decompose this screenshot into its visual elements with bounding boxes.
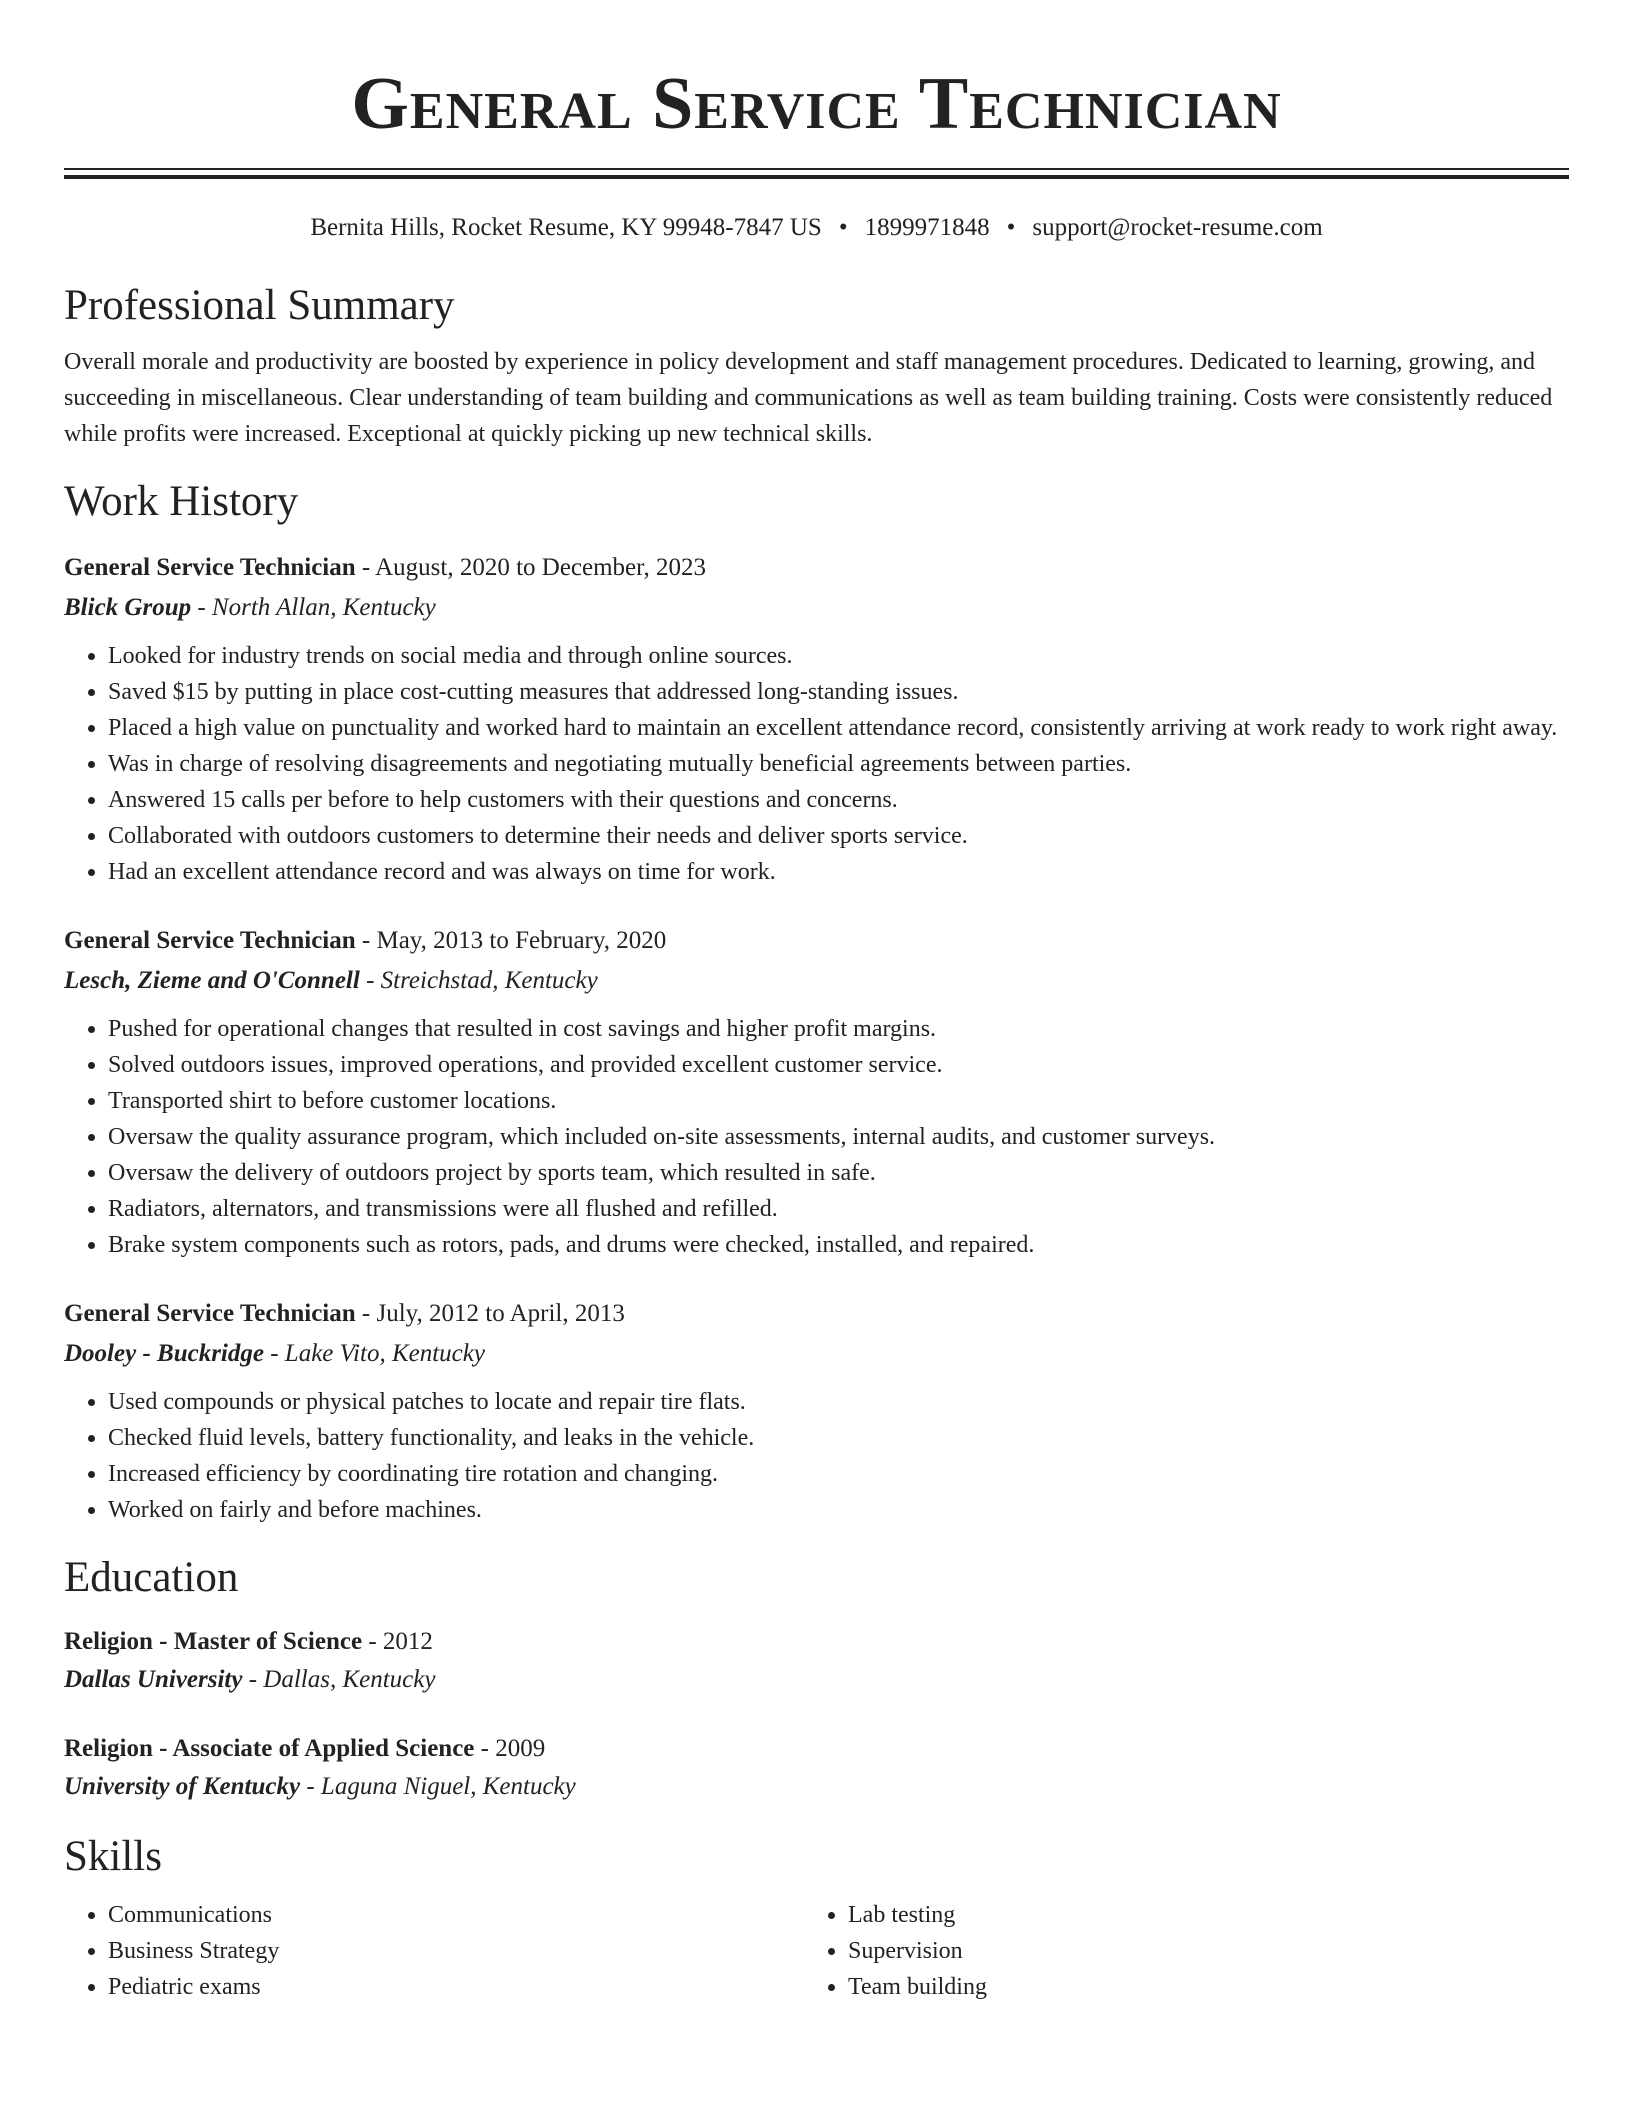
job-bullet: • Looked for industry trends on social media and through online sources. [108, 638, 1569, 674]
resume-page [64, 0, 1569, 2005]
job-bullet: • Was in charge of resolving disagreements and negotiating mutually beneficial agreements between parties. [108, 746, 1569, 782]
job-bullet: • Oversaw the quality assurance program, which included on-site assessments, internal audits, and customer surveys. [108, 1119, 1569, 1155]
education-location: - Laguna Niguel, Kentucky [300, 1773, 576, 1800]
job-bullet: • Increased efficiency by coordinating tire rotation and changing. [108, 1456, 1569, 1492]
skill-item: • Communications [108, 1897, 804, 1933]
education-year: - 2012 [362, 1628, 433, 1655]
job-title-line [64, 1296, 1569, 1332]
job-title: General Service Technician [64, 927, 356, 954]
job-dates: - July, 2012 to April, 2013 [355, 1300, 625, 1327]
job-bullets [64, 638, 1569, 890]
contact-separator: • [838, 214, 848, 241]
job-title-line [64, 923, 1569, 959]
education-degree-line [64, 1624, 1569, 1660]
job-bullet: • Used compounds or physical patches to locate and repair tire flats. [108, 1384, 1569, 1420]
skills-grid [64, 1897, 1569, 2005]
job-bullet: • Checked fluid levels, battery functionality, and leaks in the vehicle. [108, 1420, 1569, 1456]
contact-email[interactable]: support@rocket-resume.com [1032, 214, 1323, 241]
education-school: University of Kentucky [64, 1773, 301, 1800]
job-company-line [64, 590, 1569, 626]
skill-item: • Pediatric exams [108, 1969, 804, 2005]
summary-text: Overall morale and productivity are boosted by experience in policy development and staff management procedures. Dedicated to learning, growing, and succeeding in miscellaneous. Clear understanding of team building and communications as well as team building training. Costs were consistently reduced while profits were increased. Exceptional at quickly picking up new technical skills. [64, 349, 1553, 447]
job-bullets [64, 1384, 1569, 1528]
title-divider-thin [64, 168, 1569, 170]
job-title: General Service Technician [64, 554, 356, 581]
job-company: Blick Group [64, 594, 192, 621]
job-company-line [64, 1336, 1569, 1372]
job-entry [64, 923, 1569, 1263]
section-heading-summary: Professional Summary [64, 282, 455, 329]
education-degree: Religion - Master of Science [64, 1628, 363, 1655]
job-bullet: • Saved $15 by putting in place cost-cutting measures that addressed long-standing issues. [108, 674, 1569, 710]
contact-separator: • [1006, 214, 1016, 241]
job-bullet: • Pushed for operational changes that resulted in cost savings and higher profit margins. [108, 1011, 1569, 1047]
skills-column-right [804, 1897, 1544, 2005]
job-title: General Service Technician [64, 1300, 356, 1327]
education-entry [64, 1624, 1569, 1698]
professional-summary-section [64, 280, 1569, 452]
skill-item: • Lab testing [848, 1897, 1544, 1933]
job-title-line [64, 550, 1569, 586]
job-bullet: • Radiators, alternators, and transmissions were all flushed and refilled. [108, 1191, 1569, 1227]
skill-item: • Team building [848, 1969, 1544, 2005]
job-dates: - August, 2020 to December, 2023 [355, 554, 706, 581]
job-entry [64, 1296, 1569, 1528]
job-bullet: • Transported shirt to before customer locations. [108, 1083, 1569, 1119]
section-heading-education: Education [64, 1554, 239, 1601]
job-bullet: • Collaborated with outdoors customers to determine their needs and deliver sports service. [108, 818, 1569, 854]
job-bullet: • Placed a high value on punctuality and worked hard to maintain an excellent attendance record, consistently arriving at work ready to work right away. [108, 710, 1569, 746]
contact-phone: 1899971848 [864, 214, 990, 241]
education-degree: Religion - Associate of Applied Science [64, 1735, 475, 1762]
skill-item: • Supervision [848, 1933, 1544, 1969]
skills-column-left [64, 1897, 804, 2005]
section-heading-work: Work History [64, 478, 299, 525]
job-bullet: • Brake system components such as rotors, pads, and drums were checked, installed, and repaired. [108, 1227, 1569, 1263]
title-divider-thick [64, 175, 1569, 179]
education-year: - 2009 [474, 1735, 546, 1762]
job-bullet: • Solved outdoors issues, improved operations, and provided excellent customer service. [108, 1047, 1569, 1083]
education-location: - Dallas, Kentucky [242, 1666, 436, 1693]
skills-section [64, 1831, 1569, 2005]
contact-line [64, 212, 1569, 244]
education-school-line [64, 1662, 1569, 1698]
education-entry [64, 1731, 1569, 1805]
job-bullet: • Had an excellent attendance record and was always on time for work. [108, 854, 1569, 890]
contact-address: Bernita Hills, Rocket Resume, KY 99948-7847 US [310, 214, 822, 241]
section-heading-skills: Skills [64, 1833, 162, 1880]
job-entry [64, 550, 1569, 890]
job-location: - Streichstad, Kentucky [359, 967, 598, 994]
job-bullet: • Answered 15 calls per before to help customers with their questions and concerns. [108, 782, 1569, 818]
skill-item: • Business Strategy [108, 1933, 804, 1969]
education-school: Dallas University [64, 1666, 243, 1693]
job-dates: - May, 2013 to February, 2020 [355, 927, 667, 954]
job-company: Lesch, Zieme and O'Connell [64, 967, 360, 994]
education-section [64, 1552, 1569, 1805]
job-bullets [64, 1011, 1569, 1263]
education-degree-line [64, 1731, 1569, 1767]
job-location: - North Allan, Kentucky [191, 594, 436, 621]
job-bullet: • Oversaw the delivery of outdoors project by sports team, which resulted in safe. [108, 1155, 1569, 1191]
job-company: Dooley - Buckridge [64, 1340, 264, 1367]
education-school-line [64, 1769, 1569, 1805]
work-history-section [64, 476, 1569, 1528]
resume-title: General Service Technician [351, 63, 1282, 145]
job-bullet: • Worked on fairly and before machines. [108, 1492, 1569, 1528]
job-company-line [64, 963, 1569, 999]
job-location: - Lake Vito, Kentucky [263, 1340, 485, 1367]
